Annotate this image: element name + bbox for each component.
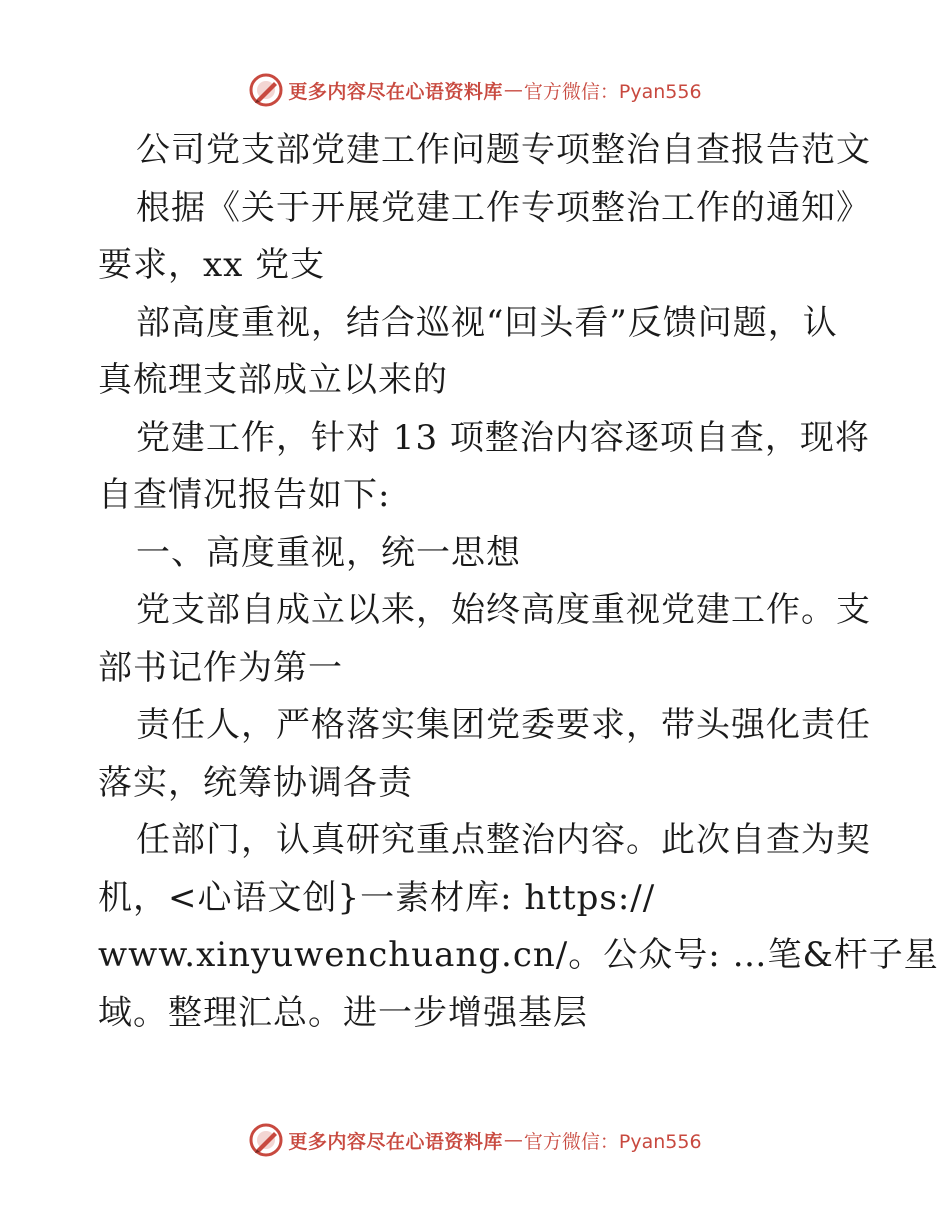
body-line: 真梳理支部成立以来的: [98, 360, 448, 400]
document-title: 公司党支部党建工作问题专项整治自查报告范文: [136, 130, 871, 170]
header-watermark-banner: [0, 70, 950, 110]
body-line: 自查情况报告如下:: [98, 475, 391, 515]
body-line: 域。整理汇总。进一步增强基层: [98, 992, 588, 1033]
pen-logo-icon: [248, 1122, 284, 1158]
banner-brand-text: 更多内容尽在心语资料库: [288, 80, 503, 103]
banner-dash: —: [503, 1129, 523, 1151]
banner-dash: —: [503, 79, 523, 101]
banner-brand-text: 更多内容尽在心语资料库: [288, 1130, 503, 1153]
body-line: 党建工作，针对 13 项整治内容逐项自查，现将: [136, 417, 870, 458]
banner-wechat-text: 官方微信：Pyan556: [523, 80, 702, 103]
body-line: 落实，统筹协调各责: [98, 762, 413, 803]
body-line: 部书记作为第一: [98, 647, 343, 688]
body-line: 党支部自成立以来，始终高度重视党建工作。支: [136, 590, 871, 630]
body-line: 责任人，严格落实集团党委要求，带头强化责任: [136, 705, 871, 745]
body-line: 任部门，认真研究重点整治内容。此次自查为契: [136, 820, 871, 860]
section-heading: 一、高度重视，统一思想: [136, 532, 521, 573]
document-body: [98, 122, 939, 1042]
body-line: 要求，xx 党支: [98, 245, 326, 285]
body-line: www.xinyuwenchuang.cn/。公众号: …笔&杆子星: [98, 935, 939, 975]
pen-logo-icon: [248, 72, 284, 108]
body-line: 机，<心语文创}一素材库: https://: [98, 877, 656, 918]
banner-wechat-text: 官方微信：Pyan556: [523, 1130, 702, 1153]
footer-watermark-banner: [0, 1120, 950, 1160]
body-line: 根据《关于开展党建工作专项整治工作的通知》: [136, 187, 871, 228]
body-line: 部高度重视，结合巡视“回头看”反馈问题，认: [136, 302, 838, 343]
